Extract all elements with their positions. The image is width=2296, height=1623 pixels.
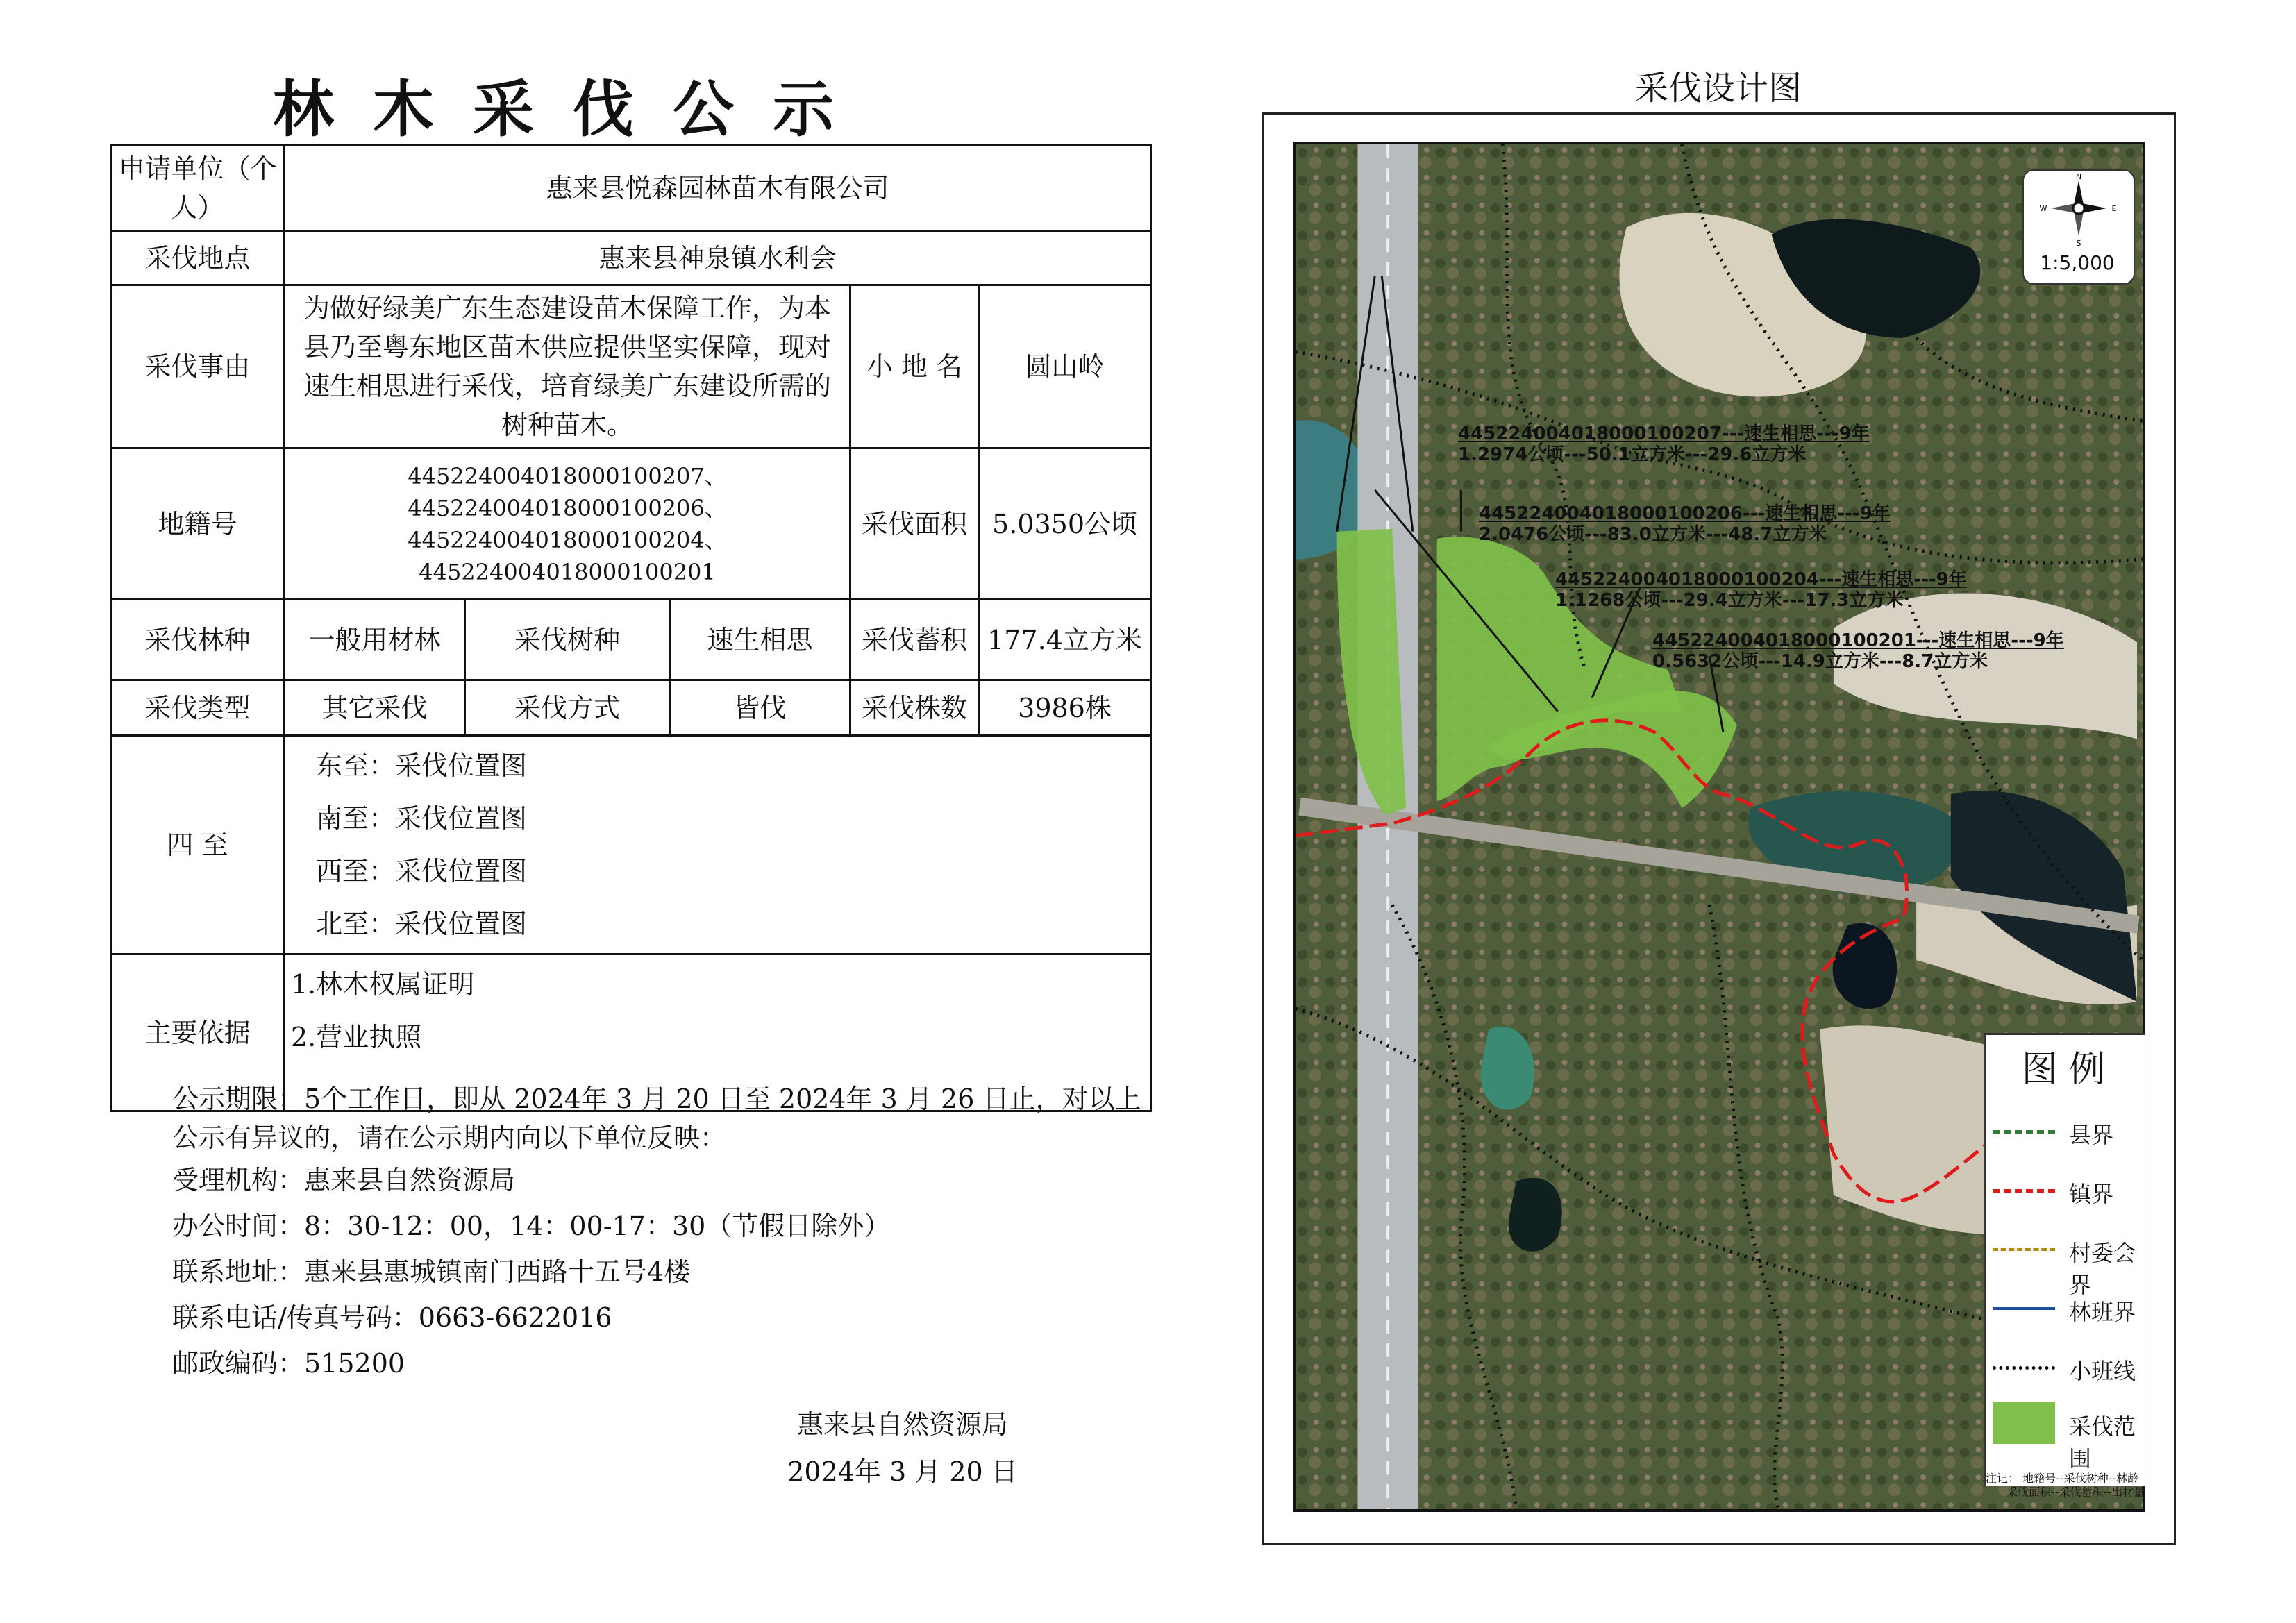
legend-title: 图 例 [2021,1049,2106,1091]
bound-north: 北至：采伐位置图 [316,909,528,939]
address-text: 联系地址：惠来县惠城镇南门西路十五号4楼 [172,1256,691,1287]
legend-harvest: 采伐范围 [1993,1402,2145,1444]
method-label: 采伐方式 [465,680,670,736]
svg-text:E: E [2111,204,2117,213]
place-name-value: 圆山岭 [979,285,1151,448]
issuer: 惠来县自然资源局 [796,1409,1008,1440]
harvest-area-swatch-icon [1993,1402,2055,1444]
area-label: 采伐面积 [850,448,979,600]
parcel-annotation: 445224004018000100201---速生相思---9年 0.5632公顷---14.9立方米---8.7立方米 [1652,630,2064,672]
applicant-value: 惠来县悦森园林苗木有限公司 [285,146,1151,231]
issue-date: 2024年 3 月 20 日 [787,1456,1018,1487]
count-value: 3986株 [979,680,1151,736]
cadastral-value: 445224004018000100207、445224004018000100206、445224004018000100204、445224004018000100201 [285,448,850,600]
bound-east: 东至：采伐位置图 [316,750,528,781]
legend-forest-class: 林班界 [1993,1288,2145,1329]
area-value: 5.0350公顷 [979,448,1151,600]
hours-text: 办公时间：8：30-12：00，14：00-17：30（节假日除外） [172,1211,891,1241]
agency-text: 受理机构：惠来县自然资源局 [172,1165,516,1195]
bound-south: 南至：采伐位置图 [316,803,528,834]
county-line-icon [1993,1130,2055,1134]
svg-text:W: W [2039,204,2047,213]
applicant-label: 申请单位（个人） [111,146,285,231]
forest-type-label: 采伐林种 [111,600,285,680]
location-label: 采伐地点 [111,231,285,285]
svg-text:S: S [2076,239,2081,247]
forest-class-line-icon [1993,1307,2055,1310]
cadastral-label: 地籍号 [111,448,285,600]
cut-type-label: 采伐类型 [111,680,285,736]
parcel-annotation: 445224004018000100206---速生相思---9年 2.0476公顷---83.0立方米---48.7立方米 [1479,503,1891,545]
map-note: 注记： 地籍号--采伐树种--林龄 采伐面积--采伐蓄积--出材量 [1986,1472,2145,1499]
period-text: 公示期限：5个工作日，即从 2024年 3 月 20 日至 2024年 3 月 26 日止，对以上公示有异议的，请在公示期内向以下单位反映： [172,1084,1141,1153]
volume-label: 采伐蓄积 [850,600,979,680]
legend-village: 村委会界 [1993,1229,2145,1270]
map-title: 采伐设计图 [1634,69,1802,108]
notice-title: 林木采伐公示 [272,74,873,145]
volume-value: 177.4立方米 [979,600,1151,680]
parcel-annotation: 445224004018000100204---速生相思---9年 1.1268公顷---29.4立方米---17.3立方米 [1555,569,1967,611]
phone-text: 联系电话/传真号码：0663-6622016 [172,1302,612,1333]
notice-footer [117,1079,1144,1386]
basis-item: 2.营业执照 [291,1022,422,1052]
bound-west: 西至：采伐位置图 [316,856,528,886]
postcode-text: 邮政编码：515200 [172,1348,405,1379]
map-scale: 1:5,000 [2040,251,2115,274]
svg-text:N: N [2075,172,2082,181]
reason-value: 为做好绿美广东生态建设苗木保障工作，为本县乃至粤东地区苗木供应提供坚实保障，现对速生相思进行采伐，培育绿美广东建设所需的树种苗木。 [285,285,850,448]
method-value: 皆伐 [670,680,850,736]
legend-town: 镇界 [1993,1170,2145,1211]
species-value: 速生相思 [670,600,850,680]
parcel-annotation: 445224004018000100207---速生相思---9年 1.2974公顷---50.1立方米---29.6立方米 [1458,423,1870,465]
forest-type-value: 一般用材林 [285,600,465,680]
place-name-label: 小 地 名 [850,285,979,448]
legend-subplot: 小班线 [1993,1347,2145,1388]
pond [1509,1178,1562,1252]
reason-label: 采伐事由 [111,285,285,448]
signoff [729,1401,1076,1495]
basis-label: 主要依据 [111,955,285,1111]
location-value: 惠来县神泉镇水利会 [285,231,1151,285]
town-line-icon [1993,1189,2055,1193]
legend-county: 县界 [1993,1111,2145,1152]
basis-item: 1.林木权属证明 [291,969,475,1000]
notice-table [110,144,1152,1112]
village-line-icon [1993,1248,2055,1251]
species-label: 采伐树种 [465,600,670,680]
subplot-line-icon [1993,1366,2055,1370]
cut-type-value: 其它采伐 [285,680,465,736]
compass-rose-icon [2024,171,2134,247]
count-label: 采伐株数 [850,680,979,736]
bounds-label: 四 至 [111,736,285,955]
bounds-list [285,736,1151,955]
